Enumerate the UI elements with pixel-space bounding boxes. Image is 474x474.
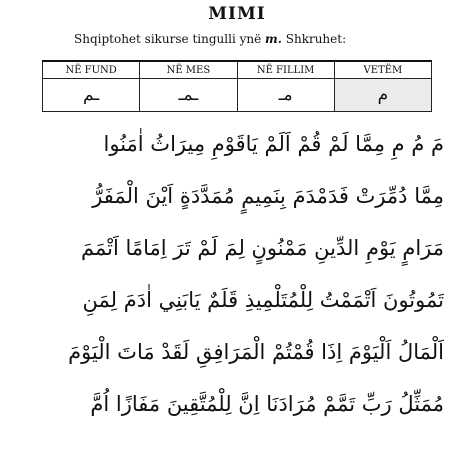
letter-forms-row	[43, 79, 432, 112]
practice-line: مِمَّا دُمِّرَتْ فَدَمْدَمَ بِنَمِيمٍ مُمَدَّدَةٍ اَيْنَ الْمَفَرُّ	[92, 184, 444, 208]
practice-line: تَمُوتُونَ اَتْمَمْتُ لِلْمُتَلْمِيذِ قَلَمٌ يَابَنِي اٰدَمَ لِمَنِ	[82, 288, 444, 312]
header-final: NË FUND	[43, 61, 140, 79]
pronunciation-note	[74, 32, 346, 46]
letter-initial: مـ	[237, 79, 334, 112]
practice-line: مُمَثِّلُ رَبِّ تَمَّمْ مُرَادَنَا اِنَّ لِلْمُتَّقِينَ مَفَازًا اُمَّ	[90, 392, 444, 416]
practice-lines	[34, 118, 444, 430]
letter-forms-table	[42, 60, 432, 112]
page-title: MIMI	[208, 4, 266, 24]
letter-forms-header-row	[43, 61, 432, 79]
header-isolated: VETËM	[334, 61, 431, 79]
subtitle-prefix: Shqiptohet sikurse tingulli ynë	[74, 32, 262, 46]
subtitle-suffix: Shkruhet:	[285, 32, 347, 46]
practice-line: اَلْمَالُ اَلْيَوْمَ اِذَا قُمْتُمْ الْمَرَافِقِ لَقَدْ مَاتَ الْيَوْمَ	[68, 340, 444, 364]
practice-line: مَرَامٍ يَوْمِ الدِّينِ مَمْنُونٍ لِمَ لَمْ تَرَ اِمَامًا اَتْمَمَ	[81, 236, 444, 260]
subtitle-letter: m.	[265, 32, 282, 46]
letter-isolated: م	[334, 79, 431, 112]
header-initial: NË FILLIM	[237, 61, 334, 79]
practice-line: مَ مُ مِ مِمَّا لَمْ قُمْ اَلَمْ يَاقَوْمِ مِيرَاثُ اٰمَنُوا	[103, 132, 444, 156]
header-medial: NË MES	[140, 61, 237, 79]
letter-medial: ـمـ	[140, 79, 237, 112]
letter-final: ـم	[43, 79, 140, 112]
